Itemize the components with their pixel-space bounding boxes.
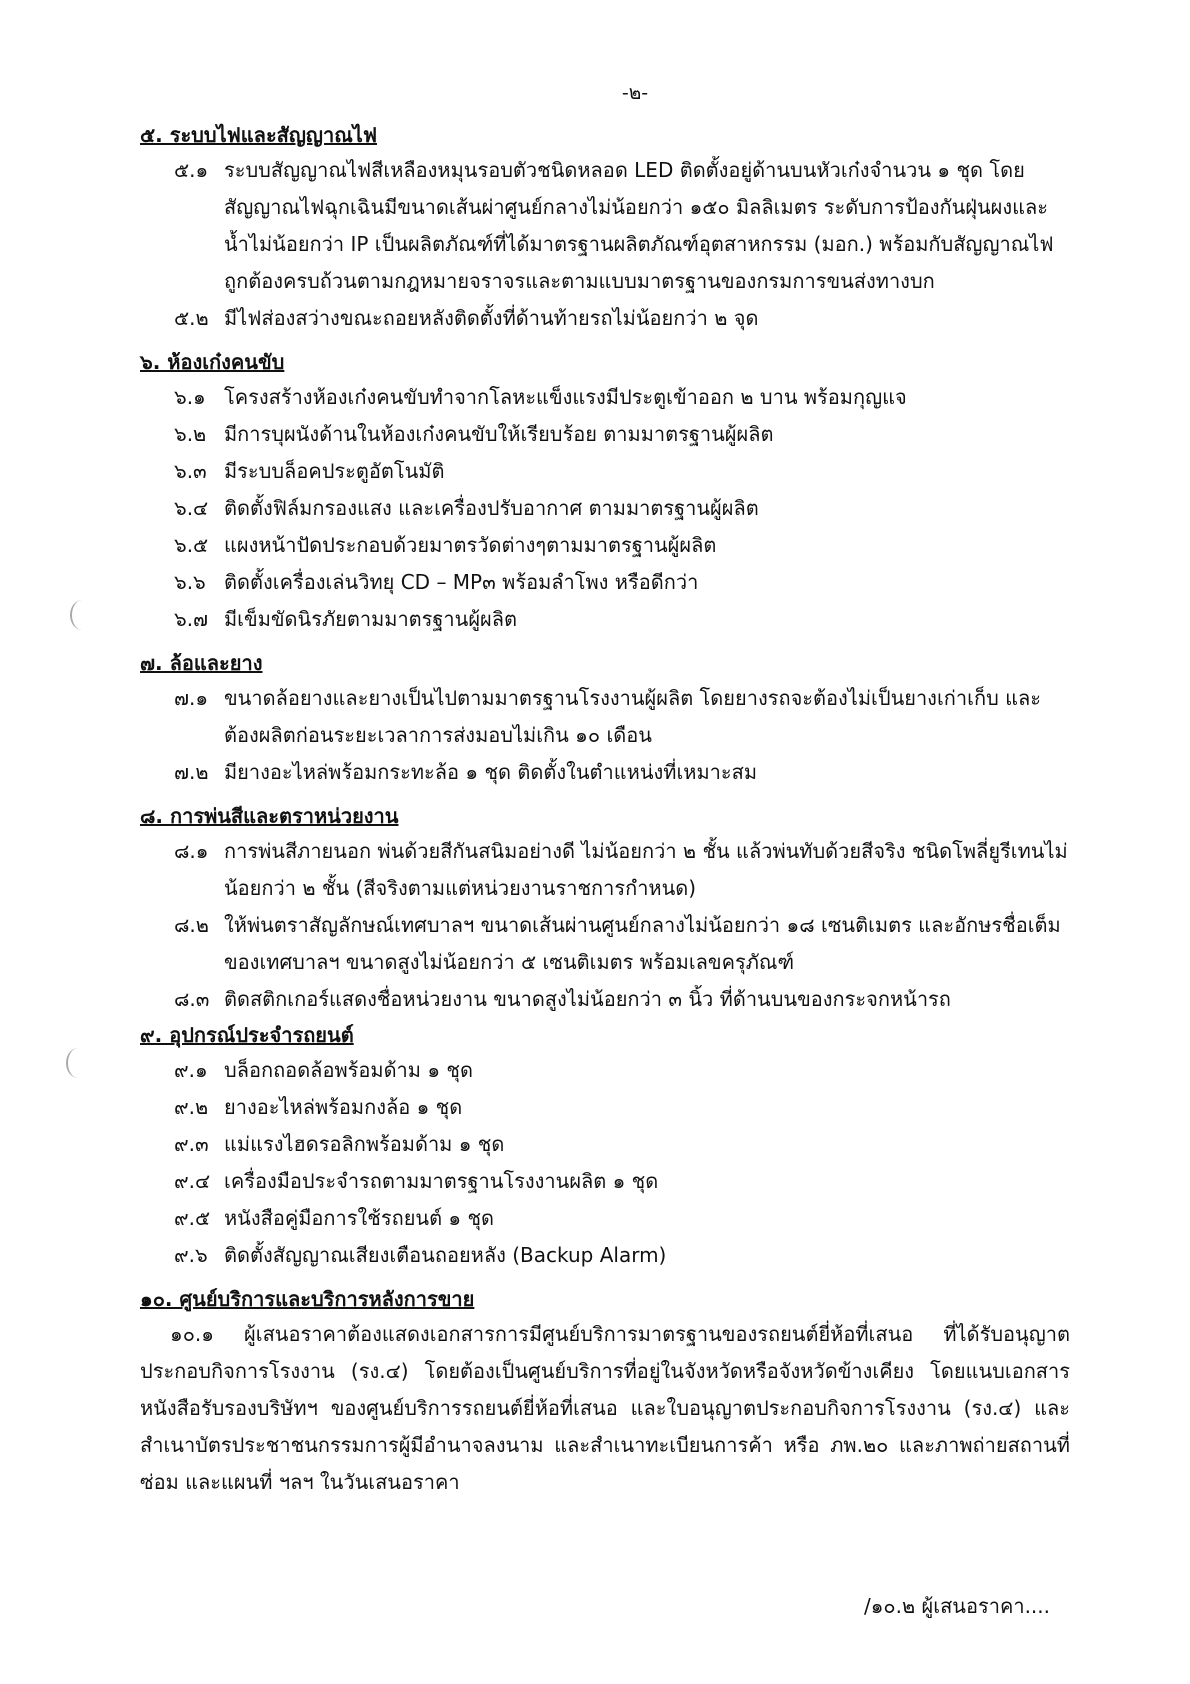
list-item xyxy=(140,601,1070,638)
item-number: ๖.๗ xyxy=(174,607,209,631)
item-number: ๙.๑ xyxy=(174,1058,208,1082)
item-text: มีการบุผนังด้านในห้องเก๋งคนขับให้เรียบร้อย ตามมาตรฐานผู้ผลิต xyxy=(224,422,774,446)
item-text: ระบบสัญญาณไฟสีเหลืองหมุนรอบตัวชนิดหลอด LED ติดตั้งอยู่ด้านบนหัวเก๋งจำนวน ๑ ชุด โดยสัญญาณไฟฉุกเฉินมีขนาดเส้นผ่าศูนย์กลางไม่น้อยกว่า ๑๕๐ มิลลิเมตร ระดับการป้องกันฝุ่นผงและน้ำไม่น้อยกว่า IP เป็นผลิตภัณฑ์ที่ได้มาตรฐานผลิตภัณฑ์อุตสาหกรรม (มอก.) พร้อมกับสัญญาณไฟถูกต้องครบถ้วนตามกฎหมายจราจรและตามแบบมาตรฐานของกรมการขนส่งทางบก xyxy=(224,158,1054,293)
item-number: ๖.๒ xyxy=(174,422,207,446)
item-text: บล็อกถอดล้อพร้อมด้าม ๑ ชุด xyxy=(224,1058,473,1082)
list-item xyxy=(140,527,1070,564)
item-number: ๖.๓ xyxy=(174,459,207,483)
item-number: ๙.๒ xyxy=(174,1095,209,1119)
item-text: หนังสือคู่มือการใช้รถยนต์ ๑ ชุด xyxy=(224,1206,495,1230)
item-text: มีเข็มขัดนิรภัยตามมาตรฐานผู้ผลิต xyxy=(224,607,518,631)
item-text: แผงหน้าปัดประกอบด้วยมาตรวัดต่างๆตามมาตรฐานผู้ผลิต xyxy=(224,533,717,557)
document-body xyxy=(140,118,1070,1501)
item-text: การพ่นสีภายนอก พ่นด้วยสีกันสนิมอย่างดี ไม่น้อยกว่า ๒ ชั้น แล้วพ่นทับด้วยสีจริง ชนิดโพลี่ยูรีเทนไม่น้อยกว่า ๒ ชั้น (สีจริงตามแต่หน่วยงานราชการกำหนด) xyxy=(224,839,1068,900)
list-item xyxy=(140,564,1070,601)
list-item xyxy=(140,1089,1070,1126)
section-title: ๑๐. ศูนย์บริการและบริการหลังการขาย xyxy=(140,1287,475,1311)
item-number: ๘.๒ xyxy=(174,913,209,937)
page-number: -๒- xyxy=(621,82,649,104)
item-number: ๗.๒ xyxy=(174,760,209,784)
item-text: โครงสร้างห้องเก๋งคนขับทำจากโลหะแข็งแรงมีประตูเข้าออก ๒ บาน พร้อมกุญแจ xyxy=(224,385,907,409)
item-text: มีระบบล็อคประตูอัตโนมัติ xyxy=(224,459,445,483)
section-title: ๕. ระบบไฟและสัญญาณไฟ xyxy=(140,123,377,147)
list-item xyxy=(140,1163,1070,1200)
section-paragraph: ๑๐.๑ ผู้เสนอราคาต้องแสดงเอกสารการมีศูนย์บริการมาตรฐานของรถยนต์ยี่ห้อที่เสนอ ที่ได้รับอนุญาตประกอบกิจการโรงงาน (รง.๔) โดยต้องเป็นศูนย์บริการที่อยู่ในจังหวัดหรือจังหวัดข้างเคียง โดยแนบเอกสารหนังสือรับรองบริษัทฯ ของศูนย์บริการรถยนต์ยี่ห้อที่เสนอ และใบอนุญาตประกอบกิจการโรงงาน (รง.๔) และสำเนาบัตรประชาชนกรรมการผู้มีอำนาจลงนาม และสำเนาทะเบียนการค้า หรือ ภพ.๒๐ และภาพถ่ายสถานที่ซ่อม และแผนที่ ฯลฯ ในวันเสนอราคา xyxy=(140,1322,1070,1494)
item-text: ติดสติกเกอร์แสดงชื่อหน่วยงาน ขนาดสูงไม่น้อยกว่า ๓ นิ้ว ที่ด้านบนของกระจกหน้ารถ xyxy=(224,987,951,1011)
item-text: มียางอะไหล่พร้อมกระทะล้อ ๑ ชุด ติดตั้งในตำแหน่งที่เหมาะสม xyxy=(224,760,758,784)
item-text: ติดตั้งสัญญาณเสียงเตือนถอยหลัง (Backup Alarm) xyxy=(224,1243,667,1267)
section-title: ๘. การพ่นสีและตราหน่วยงาน xyxy=(140,804,399,828)
list-item xyxy=(140,152,1070,300)
item-text: แม่แรงไฮดรอลิกพร้อมด้าม ๑ ชุด xyxy=(224,1132,505,1156)
item-text: ยางอะไหล่พร้อมกงล้อ ๑ ชุด xyxy=(224,1095,463,1119)
item-number: ๙.๓ xyxy=(174,1132,209,1156)
section-title: ๖. ห้องเก๋งคนขับ xyxy=(140,350,285,374)
list-item xyxy=(140,907,1070,981)
list-item xyxy=(140,754,1070,791)
list-item xyxy=(140,490,1070,527)
item-text: มีไฟส่องสว่างขณะถอยหลังติดตั้งที่ด้านท้ายรถไม่น้อยกว่า ๒ จุด xyxy=(224,306,759,330)
margin-mark xyxy=(70,600,94,630)
item-number: ๖.๑ xyxy=(174,385,206,409)
item-number: ๙.๕ xyxy=(174,1206,211,1230)
item-number: ๕.๒ xyxy=(174,306,209,330)
item-number: ๘.๑ xyxy=(174,839,209,863)
list-item xyxy=(140,1200,1070,1237)
item-text: ติดตั้งฟิล์มกรองแสง และเครื่องปรับอากาศ ตามมาตรฐานผู้ผลิต xyxy=(224,496,759,520)
list-item xyxy=(140,379,1070,416)
list-item xyxy=(140,1052,1070,1089)
continuation-note: /๑๐.๒ ผู้เสนอราคา.... xyxy=(864,1594,1050,1618)
margin-mark xyxy=(66,1048,90,1078)
item-number: ๗.๑ xyxy=(174,686,209,710)
list-item xyxy=(140,981,1070,1018)
list-item xyxy=(140,416,1070,453)
list-item xyxy=(140,300,1070,337)
item-number: ๙.๖ xyxy=(174,1243,208,1267)
item-text: ติดตั้งเครื่องเล่นวิทยุ CD – MP๓ พร้อมลำโพง หรือดีกว่า xyxy=(224,570,699,594)
item-number: ๕.๑ xyxy=(174,158,209,182)
item-text: เครื่องมือประจำรถตามมาตรฐานโรงงานผลิต ๑ ชุด xyxy=(224,1169,659,1193)
item-text: ขนาดล้อยางและยางเป็นไปตามมาตรฐานโรงงานผู้ผลิต โดยยางรถจะต้องไม่เป็นยางเก่าเก็บ และต้องผลิตก่อนระยะเวลาการส่งมอบไม่เกิน ๑๐ เดือน xyxy=(224,686,1042,747)
list-item xyxy=(140,453,1070,490)
item-number: ๘.๓ xyxy=(174,987,210,1011)
section-title: ๙. อุปกรณ์ประจำรถยนต์ xyxy=(140,1023,354,1047)
section-title: ๗. ล้อและยาง xyxy=(140,651,263,675)
list-item xyxy=(140,1126,1070,1163)
list-item xyxy=(140,680,1070,754)
item-number: ๖.๖ xyxy=(174,570,206,594)
item-number: ๙.๔ xyxy=(174,1169,211,1193)
item-number: ๖.๕ xyxy=(174,533,209,557)
list-item xyxy=(140,833,1070,907)
item-number: ๖.๔ xyxy=(174,496,209,520)
item-text: ให้พ่นตราสัญลักษณ์เทศบาลฯ ขนาดเส้นผ่านศูนย์กลางไม่น้อยกว่า ๑๘ เซนติเมตร และอักษรชื่อเต็มของเทศบาลฯ ขนาดสูงไม่น้อยกว่า ๕ เซนติเมตร พร้อมเลขครุภัณฑ์ xyxy=(224,913,1061,974)
list-item xyxy=(140,1237,1070,1274)
